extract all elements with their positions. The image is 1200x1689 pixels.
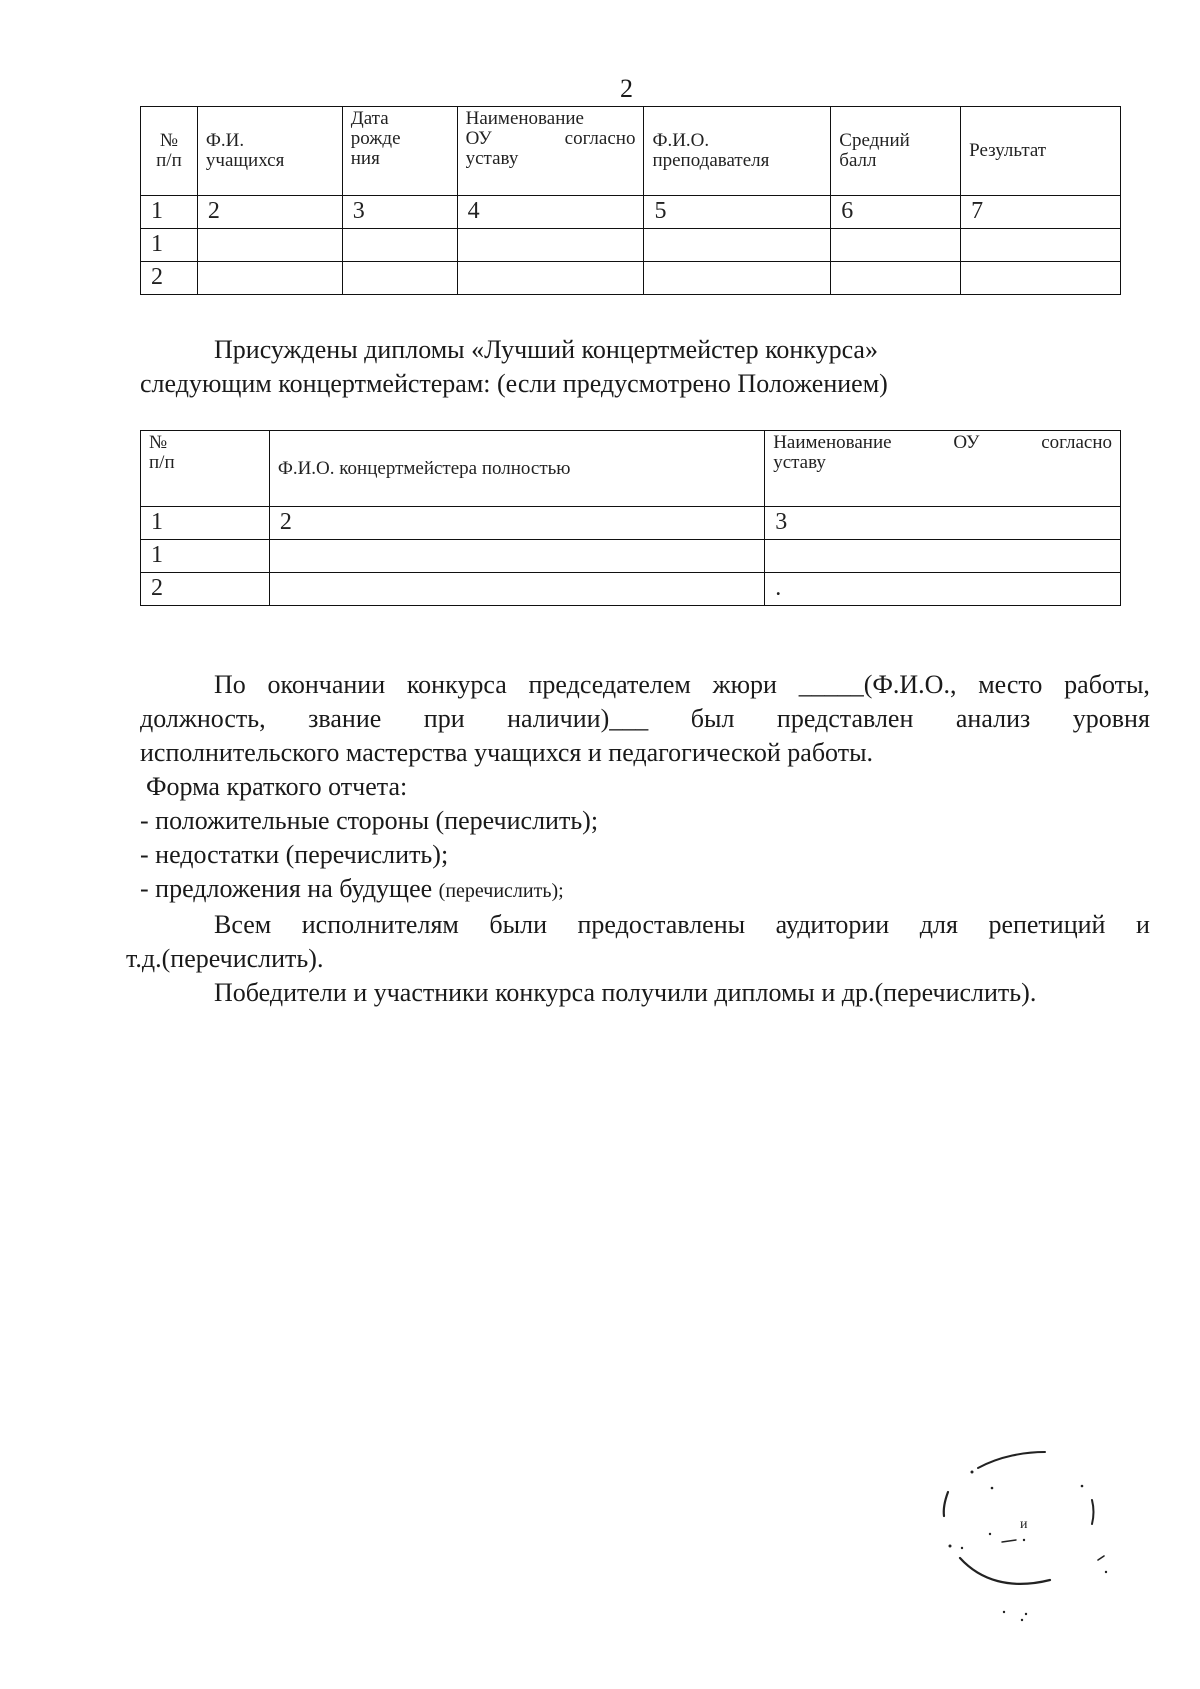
table-cell <box>342 229 457 262</box>
numbering-cell: 1 <box>141 507 270 540</box>
accompanist-table <box>140 430 1121 606</box>
numbering-cell: 5 <box>644 196 831 229</box>
report-line-rehearsal: Всем исполнителям были предоставлены аудитории для репетиций и <box>214 910 1150 939</box>
table-row <box>141 573 1121 606</box>
header-cell-institution: Наименование ОУ согласно уставу <box>765 431 1121 507</box>
table-row <box>141 262 1121 295</box>
numbering-cell: 2 <box>269 507 764 540</box>
table-row <box>141 229 1121 262</box>
page-number: 2 <box>620 74 633 103</box>
row-number: 1 <box>141 540 270 573</box>
header-cell-result: Результат <box>961 107 1121 196</box>
diplomas-paragraph: Присуждены дипломы «Лучший концертмейстер конкурса» следующим концертмейстерам: (если предусмотрено Положением) <box>140 335 888 398</box>
numbering-cell: 4 <box>457 196 644 229</box>
header-cell-student-name: Ф.И. учащихся <box>197 107 342 196</box>
report-line-etc: т.д.(перечислить). <box>126 944 324 973</box>
table-cell <box>342 262 457 295</box>
table-cell <box>197 262 342 295</box>
table-cell <box>457 262 644 295</box>
numbering-cell: 3 <box>342 196 457 229</box>
table-cell <box>961 262 1121 295</box>
stamp-mark <box>920 1440 1120 1630</box>
header-cell-birth-date: Дата рожде ния <box>342 107 457 196</box>
header-cell-teacher: Ф.И.О. преподавателя <box>644 107 831 196</box>
table-cell <box>831 229 961 262</box>
results-table <box>140 106 1121 295</box>
numbering-cell: 2 <box>197 196 342 229</box>
header-cell-accompanist-name: Ф.И.О. концертмейстера полностью <box>269 431 764 507</box>
report-bullet: - предложения на будущее (перечислить); <box>140 874 564 903</box>
report-line-2: должность, звание при наличии)___ был представлен анализ уровня <box>140 704 1150 733</box>
table-cell <box>269 573 764 606</box>
table-cell <box>831 262 961 295</box>
report-line-1: По окончании конкурса председателем жюри _____(Ф.И.О., место работы, <box>214 670 1150 699</box>
report-line-winners: Победители и участники конкурса получили дипломы и др.(перечислить). <box>214 978 1037 1007</box>
table-cell <box>269 540 764 573</box>
report-section <box>126 668 1150 1010</box>
table-cell: . <box>765 573 1121 606</box>
accompanist-header-row <box>141 431 1121 507</box>
table-cell <box>457 229 644 262</box>
row-number: 2 <box>141 573 270 606</box>
results-header-row <box>141 107 1121 196</box>
header-cell-number: № п/п <box>141 431 270 507</box>
numbering-cell: 7 <box>961 196 1121 229</box>
numbering-cell: 1 <box>141 196 198 229</box>
header-cell-institution: Наименование ОУ согласно уставу <box>457 107 644 196</box>
numbering-cell: 6 <box>831 196 961 229</box>
header-cell-number: № п/п <box>141 107 198 196</box>
table-cell <box>765 540 1121 573</box>
row-number: 2 <box>141 262 198 295</box>
results-numbering-row <box>141 196 1121 229</box>
table-cell <box>197 229 342 262</box>
table-cell <box>644 262 831 295</box>
svg-text:и: и <box>1020 1517 1028 1532</box>
report-line-3: исполнительского мастерства учащихся и педагогической работы. <box>140 738 874 767</box>
report-form-title: Форма краткого отчета: <box>146 772 408 801</box>
row-number: 1 <box>141 229 198 262</box>
header-cell-average-score: Средний балл <box>831 107 961 196</box>
numbering-cell: 3 <box>765 507 1121 540</box>
table-cell <box>961 229 1121 262</box>
table-cell <box>644 229 831 262</box>
accompanist-numbering-row <box>141 507 1121 540</box>
table-row <box>141 540 1121 573</box>
report-bullet: - недостатки (перечислить); <box>140 840 449 869</box>
report-bullet: - положительные стороны (перечислить); <box>140 806 599 835</box>
